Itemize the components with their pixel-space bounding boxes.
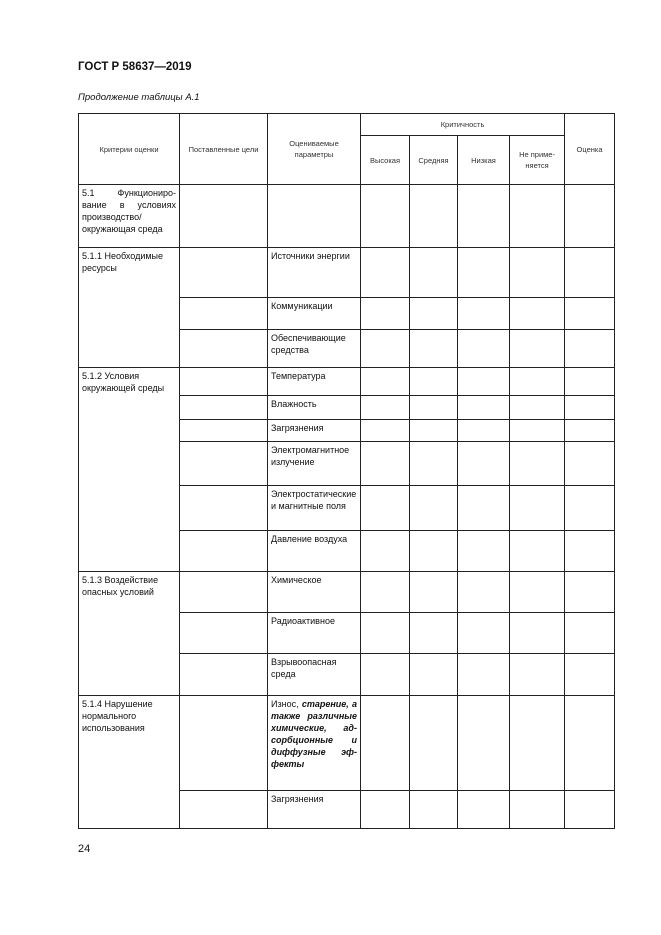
param-energy: Источники энергии bbox=[268, 248, 361, 298]
param-pollution-2: Загрязнения bbox=[268, 791, 361, 829]
section-5-1-3: 5.1.3 Воздействие опасных условий bbox=[79, 572, 180, 696]
param-electrostatic: Электростатические и магнитные поля bbox=[268, 486, 361, 531]
param-communications: Коммуникации bbox=[268, 298, 361, 330]
col-medium-header: Средняя bbox=[410, 136, 458, 185]
table-row bbox=[79, 572, 615, 613]
param-support-means: Обеспечивающие средства bbox=[268, 330, 361, 368]
table-row bbox=[79, 368, 615, 396]
col-params-header: Оцениваемые параметры bbox=[268, 114, 361, 185]
section-5-1: 5.1 Функционирование в условиях производство/ окружающая среда bbox=[79, 185, 180, 248]
table-continuation-caption: Продолжение таблицы А.1 bbox=[78, 92, 200, 103]
table-row bbox=[79, 248, 615, 298]
col-low-header: Низкая bbox=[458, 136, 510, 185]
page-number: 24 bbox=[78, 843, 91, 855]
param-humidity: Влажность bbox=[268, 396, 361, 420]
document-title: ГОСТ Р 58637—2019 bbox=[78, 61, 192, 73]
section-5-1-1: 5.1.1 Необходимые ресурсы bbox=[79, 248, 180, 368]
param-chemical: Химическое bbox=[268, 572, 361, 613]
param-wear bbox=[268, 696, 361, 791]
col-goals-header: Поставленные цели bbox=[180, 114, 268, 185]
col-criteria-header: Критерии оценки bbox=[79, 114, 180, 185]
table-row bbox=[79, 696, 615, 791]
param-wear-effects: старение, а также различные химические, адсорбционные и диффузные эффекты bbox=[271, 699, 357, 769]
param-temperature: Температура bbox=[268, 368, 361, 396]
section-5-1-2: 5.1.2 Условия окружающей среды bbox=[79, 368, 180, 572]
col-na-header: Не применяется bbox=[510, 136, 565, 185]
col-assessment-header: Оценка bbox=[565, 114, 615, 185]
param-electromagnetic: Электромагнитное излучение bbox=[268, 442, 361, 486]
param-pollution: Загрязнения bbox=[268, 420, 361, 442]
section-5-1-4: 5.1.4 Нарушение нормального использования bbox=[79, 696, 180, 829]
table-row bbox=[79, 185, 615, 248]
param-wear-plain: Износ, bbox=[271, 699, 299, 709]
criteria-table bbox=[78, 113, 615, 829]
param-air-pressure: Давление воздуха bbox=[268, 531, 361, 572]
param-radioactive: Радиоактивное bbox=[268, 613, 361, 654]
param-explosive: Взрывоопасная среда bbox=[268, 654, 361, 696]
col-criticality-header: Критичность bbox=[361, 114, 565, 136]
col-high-header: Высокая bbox=[361, 136, 410, 185]
